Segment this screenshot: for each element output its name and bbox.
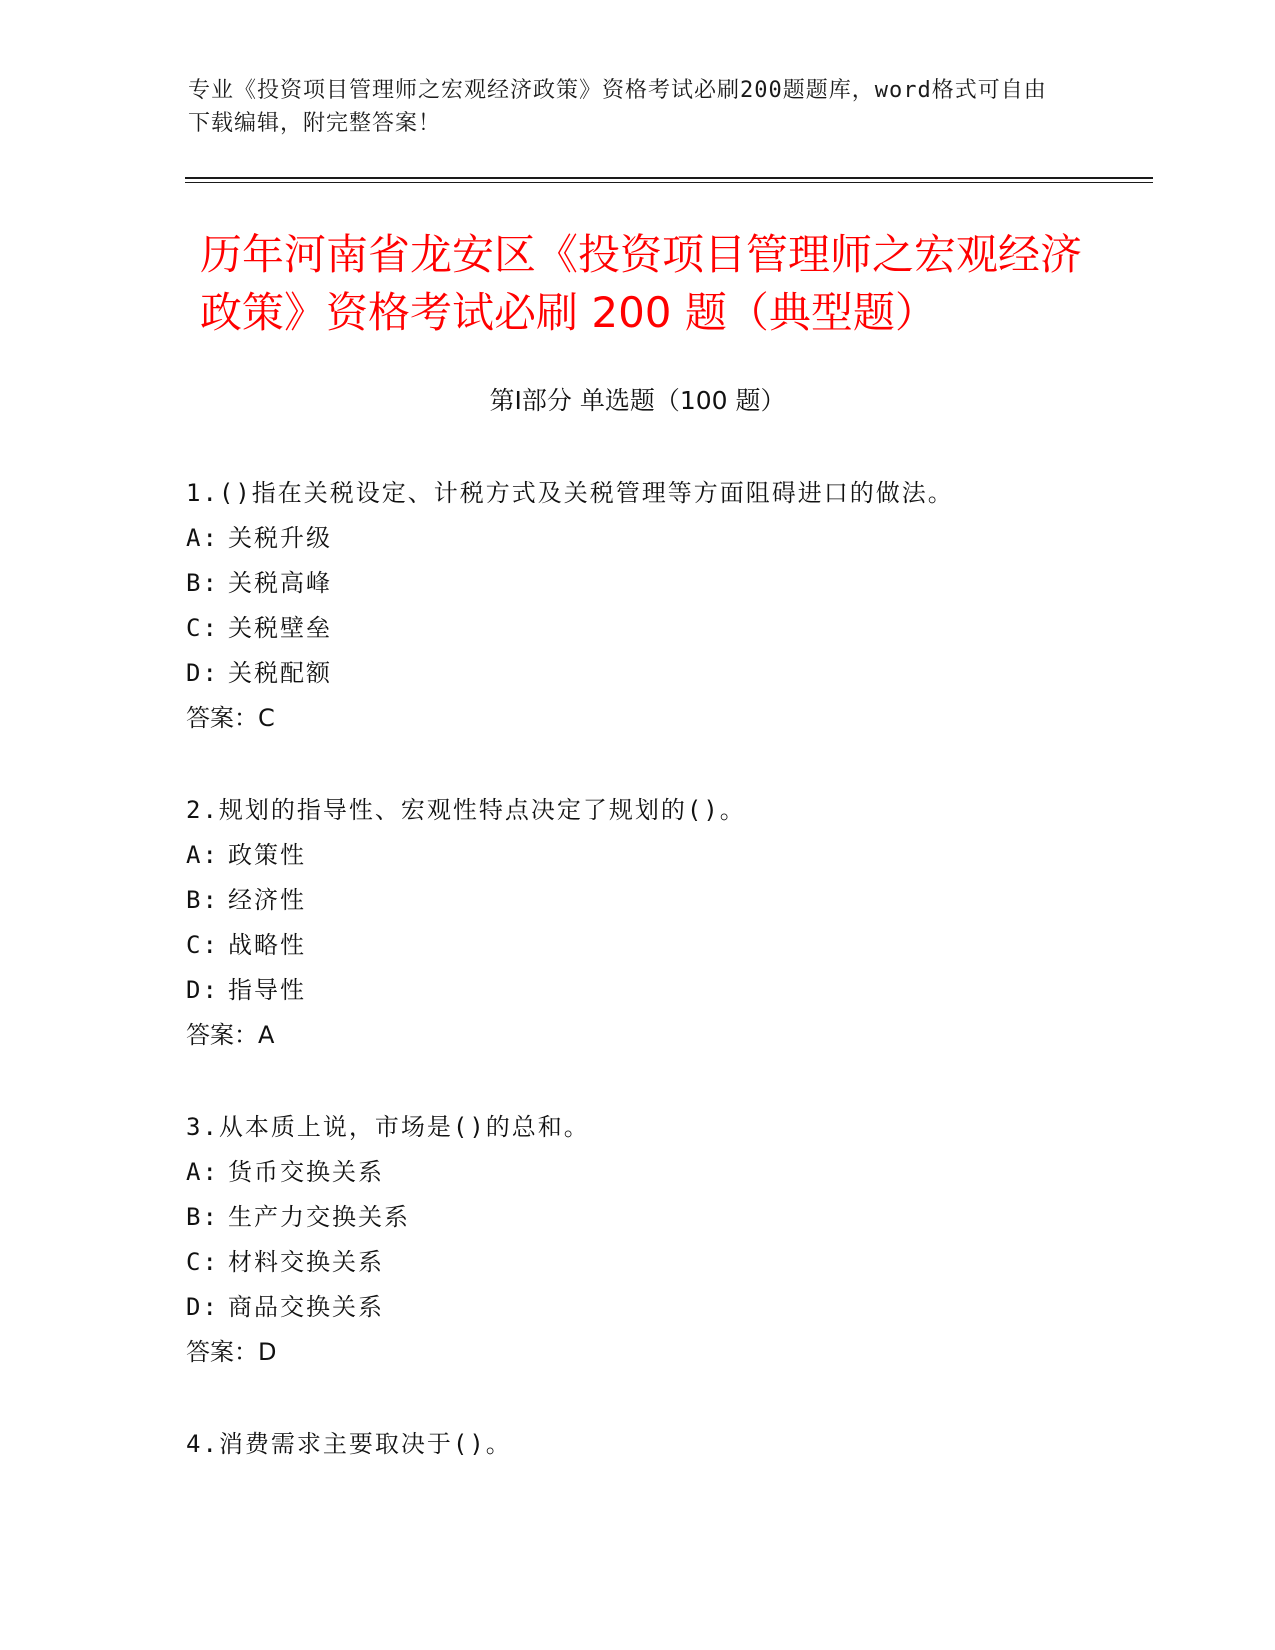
option-letter: A: bbox=[186, 524, 219, 552]
option-c bbox=[186, 923, 1086, 968]
option-c bbox=[186, 606, 1086, 651]
option-text: 关税壁垒 bbox=[228, 614, 332, 642]
option-text: 材料交换关系 bbox=[228, 1248, 384, 1276]
option-text: 货币交换关系 bbox=[228, 1158, 384, 1186]
option-text: 政策性 bbox=[228, 841, 306, 869]
option-d bbox=[186, 1285, 1086, 1330]
option-a bbox=[186, 516, 1086, 561]
option-letter: D: bbox=[186, 1293, 219, 1321]
question-stem: 3.从本质上说，市场是()的总和。 bbox=[186, 1113, 590, 1141]
option-text: 关税高峰 bbox=[228, 569, 332, 597]
option-text: 经济性 bbox=[228, 886, 306, 914]
option-letter: B: bbox=[186, 569, 219, 597]
question-3 bbox=[186, 1105, 1086, 1375]
header-divider-thin bbox=[185, 182, 1153, 183]
option-letter: C: bbox=[186, 931, 219, 959]
question-1 bbox=[186, 471, 1086, 741]
option-a bbox=[186, 1150, 1086, 1195]
option-letter: D: bbox=[186, 659, 219, 687]
option-text: 战略性 bbox=[228, 931, 306, 959]
option-letter: D: bbox=[186, 976, 219, 1004]
option-text: 商品交换关系 bbox=[228, 1293, 384, 1321]
header-note: 专业《投资项目管理师之宏观经济政策》资格考试必刷200题题库，word格式可自由下载编辑，附完整答案！ bbox=[188, 78, 1047, 136]
section-title: 第Ⅰ部分 单选题（100 题） bbox=[489, 386, 786, 415]
document-title: 历年河南省龙安区《投资项目管理师之宏观经济政策》资格考试必刷 200 题（典型题） bbox=[200, 230, 1083, 337]
option-letter: A: bbox=[186, 1158, 219, 1186]
question-stem: 4.消费需求主要取决于()。 bbox=[186, 1430, 512, 1458]
option-text: 指导性 bbox=[228, 976, 306, 1004]
option-text: 生产力交换关系 bbox=[228, 1203, 410, 1231]
option-letter: B: bbox=[186, 1203, 219, 1231]
option-letter: C: bbox=[186, 614, 219, 642]
question-stem: 2.规划的指导性、宏观性特点决定了规划的()。 bbox=[186, 796, 746, 824]
option-letter: B: bbox=[186, 886, 219, 914]
answer: 答案：A bbox=[186, 1021, 275, 1049]
option-text: 关税配额 bbox=[228, 659, 332, 687]
option-d bbox=[186, 968, 1086, 1013]
question-4 bbox=[186, 1422, 1086, 1467]
option-a bbox=[186, 833, 1086, 878]
answer: 答案：D bbox=[186, 1338, 277, 1366]
option-b bbox=[186, 878, 1086, 923]
question-stem: 1.()指在关税设定、计税方式及关税管理等方面阻碍进口的做法。 bbox=[186, 479, 954, 507]
option-letter: C: bbox=[186, 1248, 219, 1276]
option-d bbox=[186, 651, 1086, 696]
option-b bbox=[186, 561, 1086, 606]
header-divider-thick bbox=[185, 177, 1153, 179]
question-2 bbox=[186, 788, 1086, 1058]
option-c bbox=[186, 1240, 1086, 1285]
option-text: 关税升级 bbox=[228, 524, 332, 552]
option-letter: A: bbox=[186, 841, 219, 869]
answer: 答案：C bbox=[186, 704, 275, 732]
option-b bbox=[186, 1195, 1086, 1240]
